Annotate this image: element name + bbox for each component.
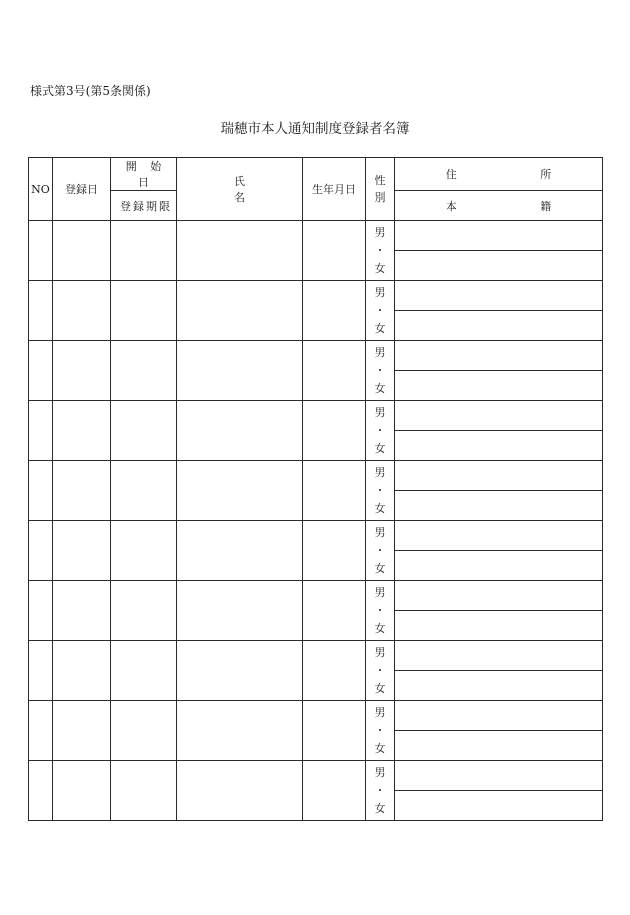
- table-row: [29, 701, 603, 731]
- table-row: [29, 281, 603, 311]
- cell-sex[interactable]: [366, 521, 395, 581]
- cell-start-date-period[interactable]: [111, 221, 177, 281]
- cell-no[interactable]: [29, 401, 53, 461]
- cell-address[interactable]: [395, 341, 603, 371]
- cell-birth-date[interactable]: [303, 401, 366, 461]
- cell-no[interactable]: [29, 641, 53, 701]
- cell-name[interactable]: [177, 761, 303, 821]
- header-registration-date: 登録日: [53, 158, 111, 221]
- cell-name[interactable]: [177, 641, 303, 701]
- cell-address[interactable]: [395, 521, 603, 551]
- header-start-date: 開 始 日: [111, 158, 177, 191]
- cell-name[interactable]: [177, 521, 303, 581]
- sex-option-dot: ・: [374, 363, 386, 377]
- sex-option-dot: ・: [374, 603, 386, 617]
- cell-domicile[interactable]: [395, 311, 603, 341]
- cell-start-date-period[interactable]: [111, 341, 177, 401]
- cell-name[interactable]: [177, 341, 303, 401]
- sex-option-male: 男: [374, 525, 386, 539]
- cell-start-date-period[interactable]: [111, 641, 177, 701]
- cell-registration-date[interactable]: [53, 221, 111, 281]
- cell-name[interactable]: [177, 401, 303, 461]
- sex-option-female: 女: [374, 321, 386, 335]
- cell-registration-date[interactable]: [53, 461, 111, 521]
- cell-name[interactable]: [177, 461, 303, 521]
- page-title: 瑞穂市本人通知制度登録者名簿: [220, 121, 410, 137]
- cell-birth-date[interactable]: [303, 281, 366, 341]
- cell-sex[interactable]: [366, 461, 395, 521]
- cell-domicile[interactable]: [395, 371, 603, 401]
- cell-start-date-period[interactable]: [111, 761, 177, 821]
- cell-address[interactable]: [395, 221, 603, 251]
- cell-birth-date[interactable]: [303, 521, 366, 581]
- sex-option-male: 男: [374, 225, 386, 239]
- sex-option-dot: ・: [374, 423, 386, 437]
- cell-domicile[interactable]: [395, 611, 603, 641]
- sex-option-female: 女: [374, 741, 386, 755]
- sex-option-dot: ・: [374, 663, 386, 677]
- cell-name[interactable]: [177, 281, 303, 341]
- sex-option-male: 男: [374, 705, 386, 719]
- table-row: [29, 401, 603, 431]
- cell-birth-date[interactable]: [303, 221, 366, 281]
- cell-birth-date[interactable]: [303, 761, 366, 821]
- sex-option-dot: ・: [374, 723, 386, 737]
- cell-address[interactable]: [395, 641, 603, 671]
- sex-option-dot: ・: [374, 483, 386, 497]
- table-row: [29, 221, 603, 251]
- cell-domicile[interactable]: [395, 731, 603, 761]
- form-number: 様式第3号(第5条関係): [30, 84, 151, 98]
- table-row: [29, 581, 603, 611]
- cell-address[interactable]: [395, 761, 603, 791]
- sex-option-dot: ・: [374, 543, 386, 557]
- sex-option-female: 女: [374, 261, 386, 275]
- cell-domicile[interactable]: [395, 251, 603, 281]
- cell-start-date-period[interactable]: [111, 401, 177, 461]
- sex-option-female: 女: [374, 801, 386, 815]
- cell-domicile[interactable]: [395, 551, 603, 581]
- cell-domicile[interactable]: [395, 431, 603, 461]
- cell-registration-date[interactable]: [53, 401, 111, 461]
- cell-no[interactable]: [29, 581, 53, 641]
- cell-registration-date[interactable]: [53, 701, 111, 761]
- cell-sex[interactable]: [366, 341, 395, 401]
- header-name: 氏 名: [177, 158, 303, 221]
- cell-start-date-period[interactable]: [111, 521, 177, 581]
- cell-birth-date[interactable]: [303, 641, 366, 701]
- cell-address[interactable]: [395, 401, 603, 431]
- cell-no[interactable]: [29, 521, 53, 581]
- cell-registration-date[interactable]: [53, 641, 111, 701]
- cell-address[interactable]: [395, 581, 603, 611]
- cell-no[interactable]: [29, 701, 53, 761]
- cell-birth-date[interactable]: [303, 701, 366, 761]
- sex-option-female: 女: [374, 681, 386, 695]
- sex-option-male: 男: [374, 765, 386, 779]
- table-row: [29, 641, 603, 671]
- cell-start-date-period[interactable]: [111, 281, 177, 341]
- sex-option-male: 男: [374, 345, 386, 359]
- sex-option-dot: ・: [374, 303, 386, 317]
- table-row: [29, 761, 603, 791]
- header-row: [29, 158, 603, 191]
- sex-option-female: 女: [374, 561, 386, 575]
- sex-option-male: 男: [374, 585, 386, 599]
- registrant-table: [28, 157, 603, 821]
- cell-birth-date[interactable]: [303, 461, 366, 521]
- cell-name[interactable]: [177, 701, 303, 761]
- header-registration-period: 登録期限: [111, 191, 177, 221]
- cell-sex[interactable]: [366, 761, 395, 821]
- header-sex-label: 性 別: [374, 174, 386, 204]
- cell-address[interactable]: [395, 281, 603, 311]
- cell-no[interactable]: [29, 281, 53, 341]
- cell-no[interactable]: [29, 221, 53, 281]
- header-sex: [366, 158, 395, 221]
- sex-option-female: 女: [374, 381, 386, 395]
- sex-option-male: 男: [374, 645, 386, 659]
- sex-option-female: 女: [374, 501, 386, 515]
- cell-domicile[interactable]: [395, 491, 603, 521]
- cell-domicile[interactable]: [395, 671, 603, 701]
- cell-birth-date[interactable]: [303, 581, 366, 641]
- cell-start-date-period[interactable]: [111, 581, 177, 641]
- header-birth-date: 生年月日: [303, 158, 366, 221]
- table-row: [29, 341, 603, 371]
- table-row: [29, 521, 603, 551]
- cell-sex[interactable]: [366, 701, 395, 761]
- cell-no[interactable]: [29, 461, 53, 521]
- sex-option-female: 女: [374, 621, 386, 635]
- cell-registration-date[interactable]: [53, 281, 111, 341]
- header-no: NO: [29, 158, 53, 221]
- cell-sex[interactable]: [366, 221, 395, 281]
- sex-option-female: 女: [374, 441, 386, 455]
- sex-option-dot: ・: [374, 243, 386, 257]
- cell-registration-date[interactable]: [53, 521, 111, 581]
- cell-name[interactable]: [177, 221, 303, 281]
- sex-option-male: 男: [374, 285, 386, 299]
- sex-option-male: 男: [374, 405, 386, 419]
- cell-no[interactable]: [29, 341, 53, 401]
- cell-start-date-period[interactable]: [111, 461, 177, 521]
- cell-name[interactable]: [177, 581, 303, 641]
- header-address: 住 所: [395, 158, 603, 191]
- cell-address[interactable]: [395, 701, 603, 731]
- cell-domicile[interactable]: [395, 791, 603, 821]
- cell-sex[interactable]: [366, 281, 395, 341]
- sex-option-male: 男: [374, 465, 386, 479]
- cell-birth-date[interactable]: [303, 341, 366, 401]
- cell-sex[interactable]: [366, 401, 395, 461]
- cell-start-date-period[interactable]: [111, 701, 177, 761]
- cell-sex[interactable]: [366, 641, 395, 701]
- table-row: [29, 461, 603, 491]
- cell-no[interactable]: [29, 761, 53, 821]
- cell-registration-date[interactable]: [53, 341, 111, 401]
- header-domicile: 本 籍: [395, 191, 603, 221]
- cell-sex[interactable]: [366, 581, 395, 641]
- cell-registration-date[interactable]: [53, 761, 111, 821]
- sex-option-dot: ・: [374, 783, 386, 797]
- cell-registration-date[interactable]: [53, 581, 111, 641]
- cell-address[interactable]: [395, 461, 603, 491]
